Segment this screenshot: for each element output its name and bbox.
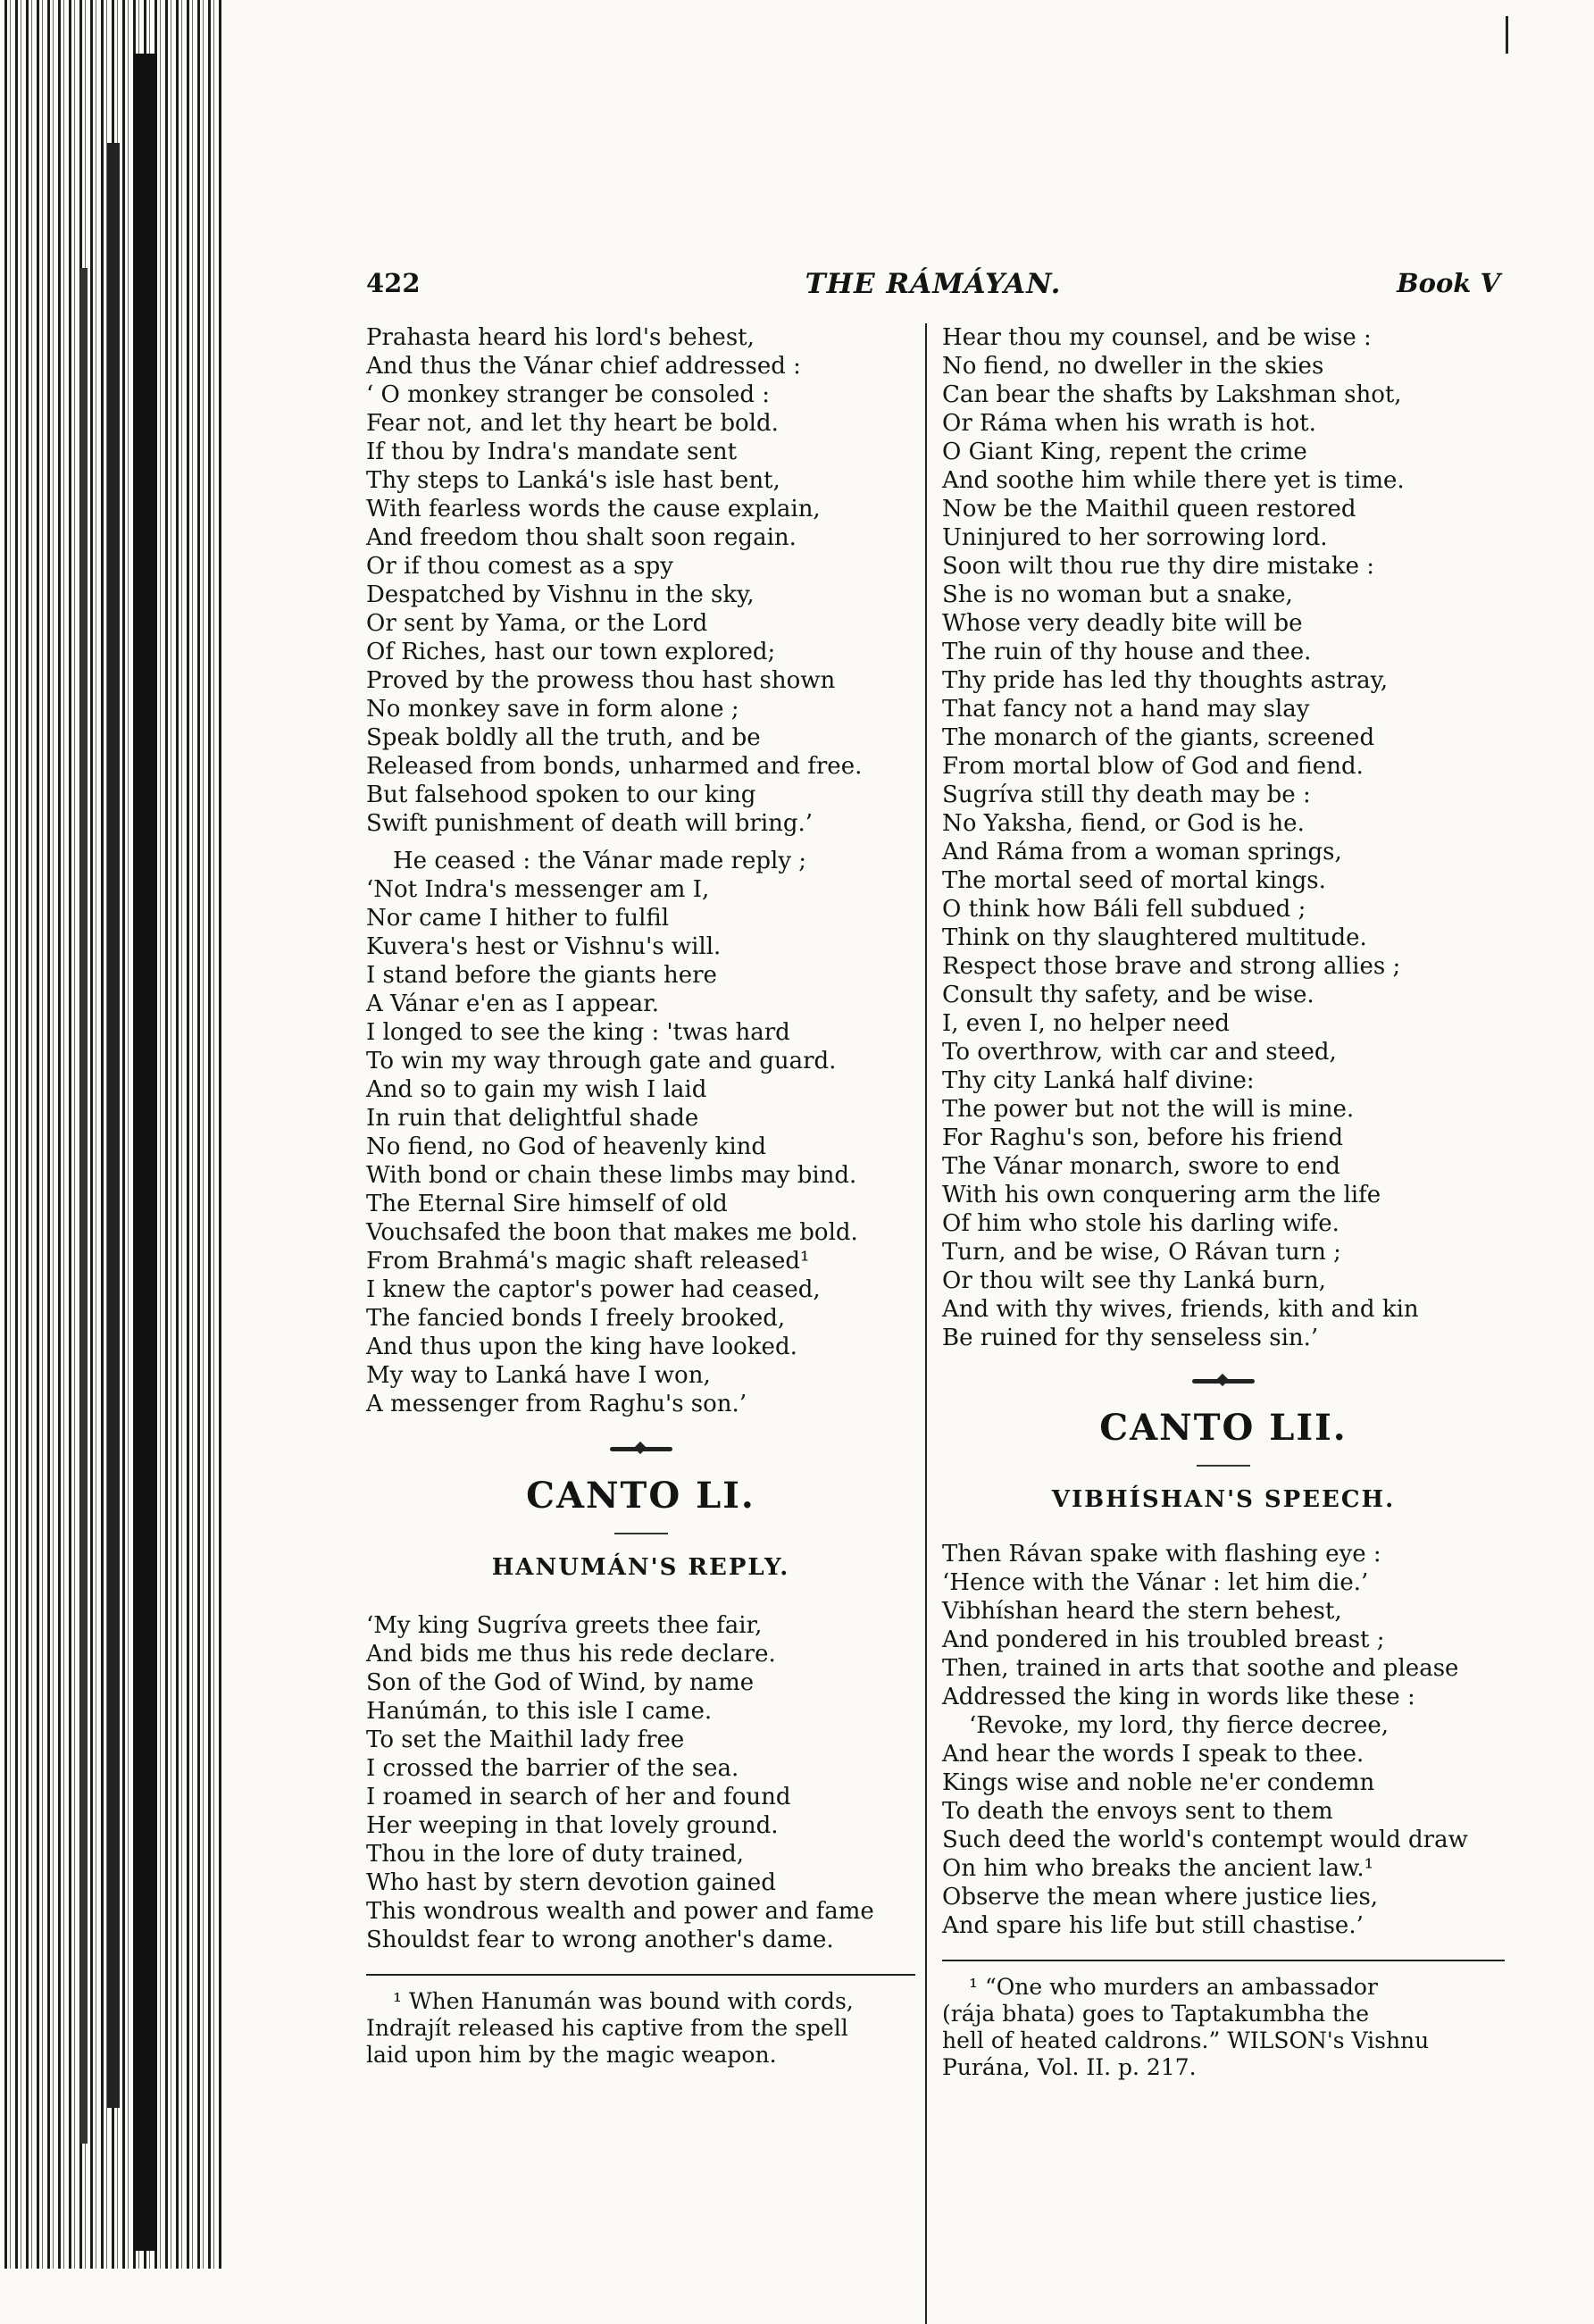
verse-line: Uninjured to her sorrowing lord. [942, 524, 1328, 551]
section-ornament [1192, 1379, 1255, 1384]
canto-heading: CANTO LII. [1099, 1407, 1348, 1449]
verse-line: Or if thou comest as a spy [366, 553, 673, 580]
verse-line: Son of the God of Wind, by name [366, 1669, 755, 1696]
verse-line: Thou in the lore of duty trained, [366, 1841, 745, 1868]
footnote-line: hell of heated caldrons.” WILSON's Vishnu [942, 2027, 1430, 2053]
verse-line: ‘My king Sugríva greets thee fair, [366, 1612, 763, 1639]
verse-line: Can bear the shafts by Lakshman shot, [942, 381, 1402, 408]
verse-line: Now be the Maithil queen restored [942, 496, 1356, 522]
spine-shadow [80, 268, 88, 2144]
verse-line: This wondrous wealth and power and fame [366, 1898, 874, 1925]
verse-line: Despatched by Vishnu in the sky, [366, 581, 755, 608]
verse-line: That fancy not a hand may slay [942, 696, 1310, 723]
verse-line: No fiend, no dweller in the skies [942, 353, 1324, 380]
verse-line: Or Ráma when his wrath is hot. [942, 410, 1316, 437]
verse-line: Hanúmán, to this isle I came. [366, 1698, 713, 1725]
verse-line: She is no woman but a snake, [942, 581, 1293, 608]
verse-line: A Vánar e'en as I appear. [366, 991, 659, 1017]
verse-line: The mortal seed of mortal kings. [942, 867, 1326, 894]
verse-line: A messenger from Raghu's son.’ [366, 1391, 747, 1417]
verse-line: Consult thy safety, and be wise. [942, 982, 1314, 1008]
verse-line: My way to Lanká have I won, [366, 1362, 711, 1389]
footnote [942, 1974, 1505, 2081]
footnote-line: Purána, Vol. II. p. 217. [942, 2054, 1197, 2080]
verse-block [942, 1711, 1505, 1940]
verse-line: Thy city Lanká half divine: [942, 1067, 1255, 1094]
book-label: Book V [1397, 268, 1500, 298]
verse-line: ‘ O monkey stranger be consoled : [366, 381, 771, 408]
verse-line: To overthrow, with car and steed, [942, 1039, 1337, 1066]
footnote-line: (rája bhata) goes to Taptakumbha the [942, 2001, 1369, 2027]
verse-line: I stand before the giants here [366, 962, 717, 989]
canto-heading: CANTO LI. [526, 1475, 755, 1517]
verse-line: Sugríva still thy death may be : [942, 782, 1311, 808]
verse-line: Then, trained in arts that soothe and please [942, 1655, 1459, 1682]
verse-line: To win my way through gate and guard. [366, 1048, 837, 1074]
verse-line: ‘Revoke, my lord, thy fierce decree, [969, 1712, 1389, 1739]
verse-line: No fiend, no God of heavenly kind [366, 1133, 767, 1160]
verse-line: No Yaksha, fiend, or God is he. [942, 810, 1305, 837]
verse-line: Then Rávan spake with flashing eye : [942, 1541, 1381, 1567]
footnote [366, 1988, 915, 2069]
verse-line: The fancied bonds I freely brooked, [366, 1305, 786, 1332]
verse-line: To death the envoys sent to them [942, 1798, 1333, 1825]
verse-line: Kuvera's hest or Vishnu's will. [366, 933, 722, 960]
verse-line: From mortal blow of God and fiend. [942, 753, 1364, 780]
verse-line: I roamed in search of her and found [366, 1784, 791, 1810]
verse-line: ‘Hence with the Vánar : let him die.’ [942, 1569, 1369, 1596]
verse-line: No monkey save in form alone ; [366, 696, 739, 723]
footnote-line: Indrajít released his captive from the spell [366, 2015, 848, 2041]
verse-line: Released from bonds, unharmed and free. [366, 753, 863, 780]
verse-line: For Raghu's son, before his friend [942, 1124, 1343, 1151]
verse-block [366, 323, 915, 838]
verse-line: Fear not, and let thy heart be bold. [366, 410, 779, 437]
page-edge-mark [1506, 16, 1508, 54]
verse-line: Whose very deadly bite will be [942, 610, 1303, 637]
verse-line: And bids me thus his rede declare. [366, 1641, 776, 1668]
verse-line: To set the Maithil lady free [366, 1726, 685, 1753]
verse-line: Her weeping in that lovely ground. [366, 1812, 779, 1839]
running-header [366, 268, 1500, 304]
verse-line: Thy pride has led thy thoughts astray, [942, 667, 1389, 694]
verse-line: Be ruined for thy senseless sin.’ [942, 1325, 1319, 1351]
verse-line: Vibhíshan heard the stern behest, [942, 1598, 1342, 1625]
footnote-line: ¹ When Hanumán was bound with cords, [393, 1988, 854, 2014]
verse-line: And thus upon the king have looked. [366, 1333, 797, 1360]
verse-line: And soothe him while there yet is time. [942, 467, 1405, 494]
verse-line: Addressed the king in words like these : [942, 1684, 1415, 1710]
verse-line: Swift punishment of death will bring.’ [366, 810, 814, 837]
verse-line: Vouchsafed the boon that makes me bold. [366, 1219, 858, 1246]
book-spine-edge [0, 0, 223, 2269]
verse-line: With his own conquering arm the life [942, 1182, 1381, 1208]
verse-line: And with thy wives, friends, kith and kin [942, 1296, 1419, 1323]
verse-line: Nor came I hither to fulfil [366, 905, 670, 932]
verse-line: Or thou wilt see thy Lanká burn, [942, 1267, 1326, 1294]
verse-line: But falsehood spoken to our king [366, 782, 756, 808]
canto-subtitle: HANUMÁN'S REPLY. [491, 1554, 790, 1581]
verse-line: Turn, and be wise, O Rávan turn ; [942, 1239, 1341, 1266]
verse-line: Or sent by Yama, or the Lord [366, 610, 708, 637]
verse-line: I longed to see the king : 'twas hard [366, 1019, 790, 1046]
verse-line: ‘Not Indra's messenger am I, [366, 876, 710, 903]
verse-line: I, even I, no helper need [942, 1010, 1231, 1037]
verse-line: Of Riches, hast our town explored; [366, 639, 776, 665]
section-ornament [610, 1447, 672, 1451]
verse-line: Shouldst fear to wrong another's dame. [366, 1927, 834, 1953]
right-column [942, 323, 1505, 2081]
verse-line: I crossed the barrier of the sea. [366, 1755, 739, 1782]
verse-line: Hear thou my counsel, and be wise : [942, 324, 1372, 351]
verse-line: Respect those brave and strong allies ; [942, 953, 1401, 980]
verse-line: Of him who stole his darling wife. [942, 1210, 1339, 1237]
footnote-line: laid upon him by the magic weapon. [366, 2042, 777, 2068]
verse-line: Speak boldly all the truth, and be [366, 724, 761, 751]
verse-line: If thou by Indra's mandate sent [366, 439, 738, 465]
verse-line: The power but not the will is mine. [942, 1096, 1355, 1123]
verse-line: With fearless words the cause explain, [366, 496, 821, 522]
canto-subtitle: VIBHÍSHAN'S SPEECH. [1051, 1486, 1396, 1513]
verse-line: Think on thy slaughtered multitude. [942, 924, 1367, 951]
verse-line: He ceased : the Vánar made reply ; [393, 848, 807, 874]
verse-line: And thus the Vánar chief addressed : [366, 353, 801, 380]
footnote-line: ¹ “One who murders an ambassador [969, 1974, 1378, 2000]
verse-line: And hear the words I speak to thee. [942, 1741, 1364, 1768]
verse-line: On him who breaks the ancient law.¹ [942, 1855, 1374, 1882]
spine-shadow [107, 143, 120, 2108]
verse-line: Prahasta heard his lord's behest, [366, 324, 755, 351]
verse-line: Proved by the prowess thou hast shown [366, 667, 836, 694]
verse-line: O Giant King, repent the crime [942, 439, 1307, 465]
verse-line: Soon wilt thou rue thy dire mistake : [942, 553, 1375, 580]
verse-line: In ruin that delightful shade [366, 1105, 699, 1132]
verse-line: O think how Báli fell subdued ; [942, 896, 1306, 923]
column-divider [925, 323, 927, 2324]
running-title: THE RÁMÁYAN. [805, 268, 1062, 300]
verse-block [942, 323, 1505, 1352]
verse-line: The Eternal Sire himself of old [366, 1191, 728, 1217]
verse-block [942, 1540, 1505, 1711]
verse-line: From Brahmá's magic shaft released¹ [366, 1248, 810, 1275]
page-number: 422 [366, 268, 421, 298]
verse-line: With bond or chain these limbs may bind. [366, 1162, 857, 1189]
verse-line: The Vánar monarch, swore to end [942, 1153, 1340, 1180]
verse-block [366, 1611, 915, 1954]
verse-line: Thy steps to Lanká's isle hast bent, [366, 467, 780, 494]
verse-line: Kings wise and noble ne'er condemn [942, 1769, 1375, 1796]
verse-line: And freedom thou shalt soon regain. [366, 524, 797, 551]
verse-line: Who hast by stern devotion gained [366, 1869, 776, 1896]
verse-line: I knew the captor's power had ceased, [366, 1276, 821, 1303]
left-column [366, 323, 915, 2069]
verse-line: And pondered in his troubled breast ; [942, 1626, 1385, 1653]
verse-line: And so to gain my wish I laid [366, 1076, 707, 1103]
verse-line: And Ráma from a woman springs, [942, 839, 1342, 865]
verse-line: The monarch of the giants, screened [942, 724, 1375, 751]
verse-line: The ruin of thy house and thee. [942, 639, 1312, 665]
verse-line: Such deed the world's contempt would draw [942, 1827, 1468, 1853]
verse-line: And spare his life but still chastise.’ [942, 1912, 1364, 1939]
verse-block [366, 847, 915, 1418]
spine-shadow [134, 54, 157, 2251]
verse-line: Observe the mean where justice lies, [942, 1884, 1379, 1910]
